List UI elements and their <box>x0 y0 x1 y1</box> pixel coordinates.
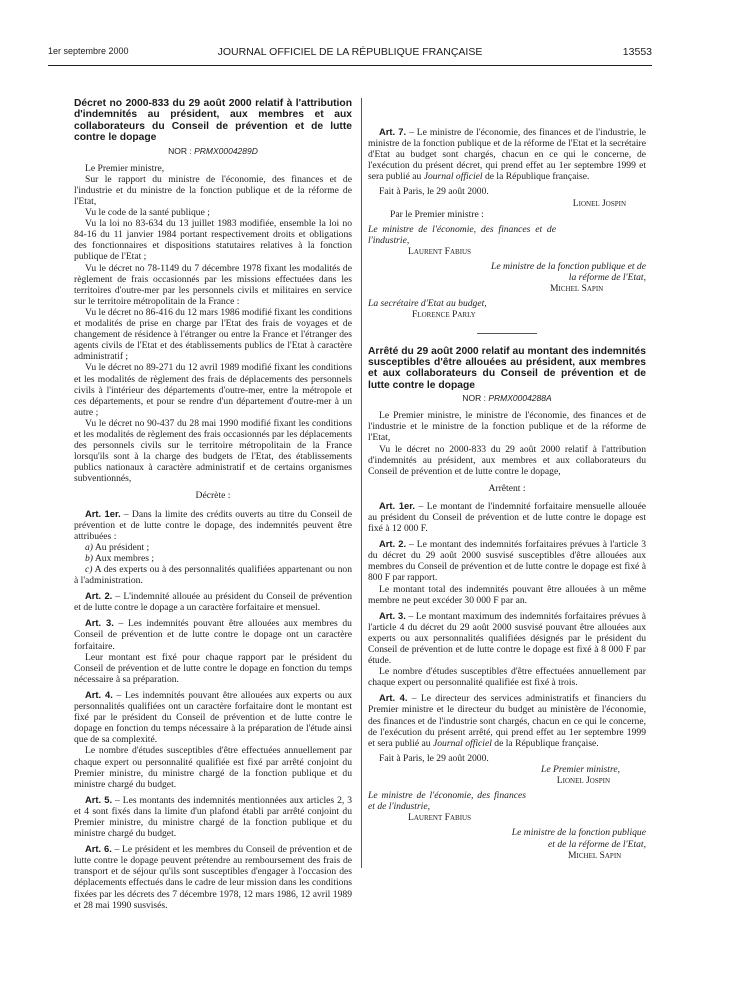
decree-art7-label: Art. 7. <box>379 126 407 137</box>
arrete-title: Arrêté du 29 août 2000 relatif au montant des indemnités susceptibles d'être allouées au président, aux membres et aux collaborateurs du Conseil de prévention et de lutte contre le dopage <box>368 345 646 391</box>
decree-intro-4: Vu le décret no 78-1149 du 7 décembre 1978 fixant les modalités de règlement de frais occasionnés par les missions effectuées dans les territoires d'outre-mer par les personnels civils et militaires en service sur le territoire métropolitain de la France : <box>74 262 352 307</box>
arrete-intro-1: Vu le décret no 2000-833 du 29 août 2000 relatif à l'attribution d'indemnités au président, aux membres et aux collaborateurs du Conseil de prévention et de lutte contre le dopage, <box>368 443 646 477</box>
decree-intro-1: Sur le rapport du ministre de l'économie, des finances et de l'industrie et du ministre de la fonction publique et de la réforme de l'Etat, <box>74 173 352 207</box>
decree-art1-a-label: a) <box>85 541 93 553</box>
header-journal-title: JOURNAL OFFICIEL DE LA RÉPUBLIQUE FRANÇAISE <box>217 46 483 58</box>
decree-art7-text: – Le ministre de l'économie, des finances et de l'industrie, le ministre de la fonction publique et de la réforme de l'Etat et la secrétaire d'Etat au budget sont chargés, chacun en ce qui le concerne, de l'exécution du présent décret, qui prend effet au 1er septembre 1999 et sera publié au <box>368 127 646 183</box>
arrete-done: Fait à Paris, le 29 août 2000. <box>379 752 489 764</box>
decree-art1-b-label: b) <box>85 552 93 564</box>
decree-art4-p2: Le nombre d'études susceptibles d'être effectuées annuellement par chaque expert ou personnalité qualifiée est fixé par arrêté conjoint du Premier ministre, du ministre chargé de la fonction publique et du ministre chargé du budget. <box>74 745 352 790</box>
decree-sec-budget-title: La secrétaire d'Etat au budget, <box>368 298 487 310</box>
decree-intro-5: Vu le décret no 86-416 du 12 mars 1986 modifié fixant les conditions et modalités de prise en charge par l'Etat des frais de voyages et de changement de résidence à l'étranger ou entre la France et l'étranger des agents civils de l'Etat et des établissements publics de l'Etat à caractère administratif ; <box>74 306 352 363</box>
arrete-art4-text: – Le directeur des services administratifs et financiers du Premier ministre et le directeur du budget au ministère de l'économie, des finances et de l'industrie sont chargés, chacun en ce qui le concerne, de l'exécution du présent arrêté, qui prend effet au 1er septembre 1999 et sera publié au <box>368 693 646 749</box>
decree-art5-text: – Les montants des indemnités mentionnées aux articles 2, 3 et 4 sont fixés dans la limite d'un plafond établi par arrêté conjoint du Premier ministre, du ministre chargé de la fonction publique et du ministre chargé du budget. <box>74 794 352 840</box>
decree-title: Décret no 2000-833 du 29 août 2000 relatif à l'attribution d'indemnités au président, aux membres et aux collaborateurs du Conseil de prévention et de lutte contre le dopage <box>74 98 352 144</box>
arrete-pm-name: Lionel Jospin <box>556 775 610 787</box>
decree-decrete: Décrète : <box>195 490 231 502</box>
decree-article-5 <box>74 794 352 839</box>
arrete-article-2 <box>368 538 646 583</box>
arrete-min-eco-name: Laurent Fabius <box>408 812 471 824</box>
arrete-art1-label: Art. 1er. <box>379 499 415 511</box>
arrete-pm-title: Le Premier ministre, <box>541 763 620 775</box>
decree-min-fp-title: Le ministre de la fonction publique et de la réforme de l'Etat, <box>491 261 646 284</box>
arrete-art3-text: – Le montant maximum des indemnités forfaitaires prévues à l'article 4 du décret du 29 août 2000 susvisé pouvant être allouées aux experts ou aux personnalités qualifiées désignés par le président du Conseil de prévention et de lutte contre le dopage est fixé à 8 000 F par étude. <box>368 610 646 667</box>
decree-intro-7: Vu le décret no 90-437 du 28 mai 1990 modifié fixant les conditions et les modalités de règlement des frais occasionnés par les déplacements des personnels civils sur le territoire métropolitain de la France lorsqu'ils sont à la charge des budgets de l'Etat, des établissements publics nationaux à caractère administratif et de certains organismes subventionnés, <box>74 417 352 485</box>
decree-done: Fait à Paris, le 29 août 2000. <box>379 186 489 198</box>
arrete-article-1 <box>368 500 646 534</box>
arrete-art4-label: Art. 4. <box>379 692 408 704</box>
decree-min-eco-title: Le ministre de l'économie, des finances et de l'industrie, <box>368 223 556 246</box>
arrete-art2-p2: Le montant total des indemnités pouvant être allouées à un même membre ne peut excéder 30 000 F par an. <box>368 583 646 606</box>
decree-intro-6: Vu le décret no 89-271 du 12 avril 1989 modifié fixant les conditions et les modalités de règlement des frais de déplacements des personnels civils à l'intérieur des départements d'outre-mer, entre la métropole et ces départements, et pour se rendre d'un département d'outre-mer à un autre ; <box>74 362 352 418</box>
decree-nor-code: PRMX0004289D <box>194 145 258 156</box>
decree-sec-budget-name: Florence Parly <box>412 309 476 321</box>
arrete-intro-0: Le Premier ministre, le ministre de l'économie, des finances et de l'industrie et le ministre de la fonction publique et de la réforme de l'Etat, <box>368 410 646 444</box>
decree-art6-label: Art. 6. <box>85 843 112 855</box>
arrete-article-4 <box>368 692 646 748</box>
page-header <box>48 46 652 62</box>
arrete-article-3 <box>368 610 646 666</box>
arrete-nor-prefix: NOR : <box>462 393 486 404</box>
decree-art1-item-a <box>74 542 352 553</box>
arrete-nor <box>368 393 646 404</box>
decree-art1-label: Art. 1er. <box>85 507 121 519</box>
decree-min-eco-name: Laurent Fabius <box>408 245 471 257</box>
decree-intro-3: Vu la loi no 83-634 du 13 juillet 1983 modifiée, ensemble la loi no 84-16 du 11 janvier 1984 portant respectivement droits et obligations des fonctionnaires et dispositions statutaires relatives à la fonction publique de l'Etat ; <box>74 218 352 263</box>
decree-nor-prefix: NOR : <box>168 145 192 156</box>
decree-article-6 <box>74 843 352 911</box>
decree-art7-end: de la République française. <box>482 171 590 183</box>
decree-art1-c-label: c) <box>85 564 93 575</box>
arrete-art3-label: Art. 3. <box>379 609 406 621</box>
decree-art7-journal: Journal officiel <box>423 171 483 183</box>
decree-min-fp-name: Michel Sapin <box>550 283 604 295</box>
column-divider <box>361 98 362 868</box>
decree-art5-label: Art. 5. <box>85 793 113 805</box>
decree-art3-label: Art. 3. <box>85 617 114 629</box>
decree-intro-0: Le Premier ministre, <box>85 162 165 174</box>
decree-sig-pm: Lionel Jospin <box>572 197 626 209</box>
decree-art1-b-text: Aux membres ; <box>93 552 155 564</box>
decree-article-3 <box>74 617 352 651</box>
arrete-nor-code: PRMX0004288A <box>488 393 552 404</box>
decree-art1-text: – Dans la limite des crédits ouverts au titre du Conseil de prévention et de lutte contre le dopage, des indemnités peuvent être attribuées : <box>74 508 352 542</box>
arrete-art2-text: – Le montant des indemnités forfaitaires prévues à l'article 3 du décret du 29 août 2000 susvisé susceptibles d'être allouées aux membres du Conseil de prévention et de lutte contre le dopage est fixé à 800 F par rapport. <box>368 539 646 584</box>
arrete-min-fp-title: Le ministre de la fonction publique et de la réforme de l'Etat, <box>511 827 646 850</box>
decree-art4-text: – Les indemnités pouvant être allouées aux experts ou aux personnalités qualifiées ont un caractère forfaitaire dont le montant est fixé par le président du Conseil de prévention et de lutte contre le dopage en fonction du temps nécessaire à la préparation de l'étude ainsi que de sa complexité. <box>74 689 352 746</box>
arrete-min-fp-name: Michel Sapin <box>568 849 622 861</box>
section-separator <box>477 333 537 334</box>
decree-par-pm: Par le Premier ministre : <box>390 208 484 220</box>
decree-art3-p2: Leur montant est fixé pour chaque rapport par le président du Conseil de prévention et de lutte contre le dopage en fonction du temps nécessaire à sa préparation. <box>74 651 352 685</box>
arrete-art2-label: Art. 2. <box>379 538 407 550</box>
header-date: 1er septembre 2000 <box>48 46 129 56</box>
arrete-art4-journal: Journal officiel <box>433 737 492 749</box>
arrete-art4-end: de la République française. <box>491 737 599 749</box>
decree-intro-2: Vu le code de la santé publique ; <box>85 207 210 219</box>
decree-art1-item-c <box>74 564 352 586</box>
decree-article-7 <box>368 126 646 182</box>
header-rule <box>48 65 652 66</box>
arrete-arretent: Arrêtent : <box>488 482 526 494</box>
decree-article-2 <box>74 590 352 613</box>
decree-art1-item-b <box>74 553 352 564</box>
decree-art6-text: – Le président et les membres du Conseil de prévention et de lutte contre le dopage peuvent prétendre au remboursement des frais de transport et de séjour qu'ils sont susceptibles d'engager à l'occasion des déplacements effectués dans le cadre de leur mission dans les conditions fixées par les décrets des 7 décembre 1978, 12 mars 1986, 12 avril 1989 et 28 mai 1990 susvisés. <box>74 844 352 911</box>
right-column <box>368 98 646 861</box>
header-page-number: 13553 <box>622 46 652 58</box>
arrete-min-eco-title: Le ministre de l'économie, des finances et de l'industrie, <box>368 790 526 813</box>
arrete-art3-p2: Le nombre d'études susceptibles d'être effectuées annuellement par chaque expert ou personnalité qualifiée est fixé à trois. <box>368 666 646 689</box>
decree-article-1 <box>74 508 352 542</box>
decree-art1-a-text: Au président ; <box>93 541 150 553</box>
decree-art2-label: Art. 2. <box>85 590 113 602</box>
decree-nor <box>74 146 352 157</box>
decree-article-4 <box>74 689 352 745</box>
decree-art1-c-text: A des experts ou à des personnalités qualifiées appartenant ou non à l'administration. <box>74 564 352 587</box>
arrete-art1-text: – Le montant de l'indemnité forfaitaire mensuelle allouée au président du Conseil de prévention et de lutte contre le dopage est fixé à 12 000 F. <box>368 500 646 535</box>
decree-art4-label: Art. 4. <box>85 688 113 700</box>
decree-art3-text: – Les indemnités pouvant être allouées aux membres du Conseil de prévention et de lutte contre le dopage ont un caractère forfaitaire. <box>74 618 352 652</box>
decree-art2-text: – L'indemnité allouée au président du Conseil de prévention et de lutte contre le dopage a un caractère forfaitaire et mensuel. <box>74 591 352 614</box>
left-column <box>74 98 352 911</box>
